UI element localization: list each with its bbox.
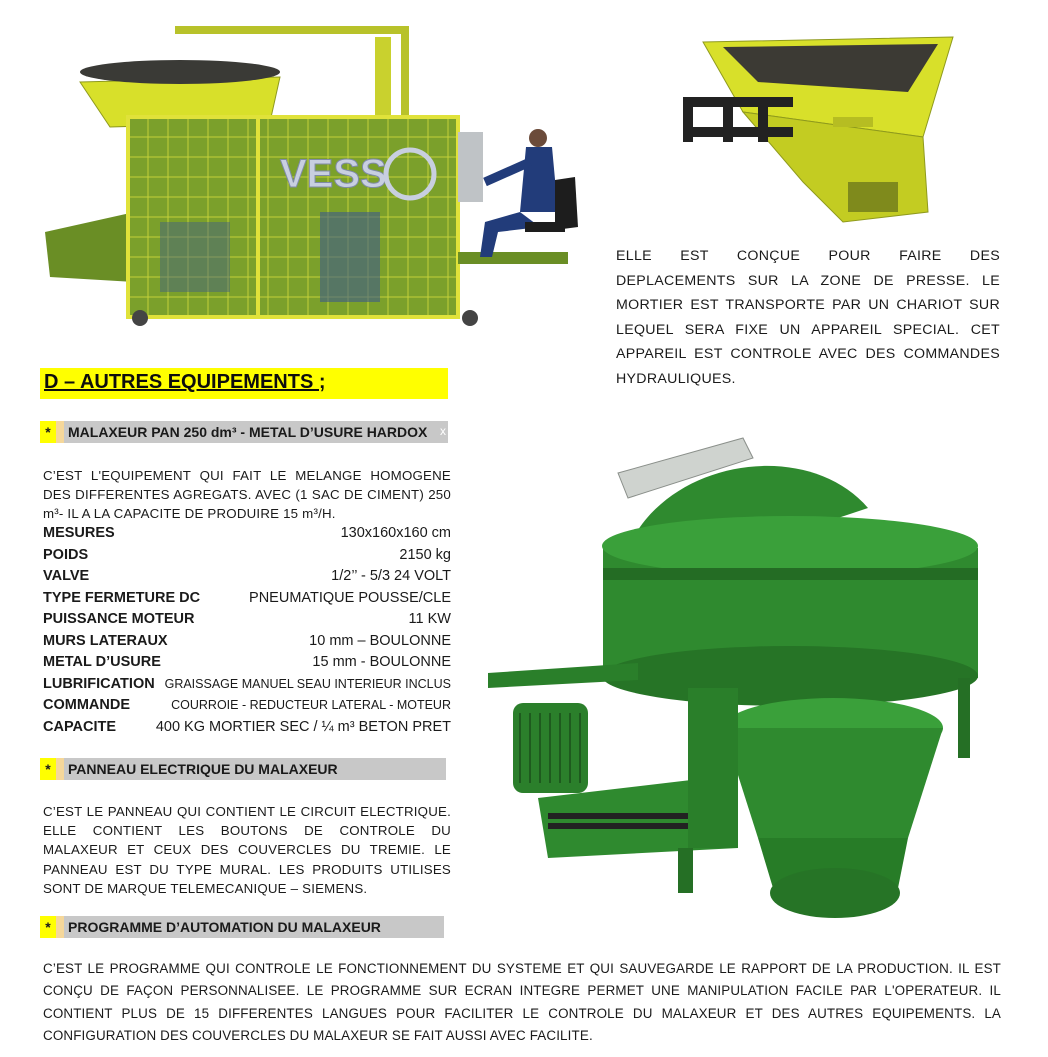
bullet-accent <box>56 421 64 443</box>
vess-logo: VESS <box>280 152 387 196</box>
star-bullet: * <box>40 916 56 938</box>
spec-value: 10 mm – BOULONNE <box>309 632 451 649</box>
spec-row <box>43 588 451 610</box>
spec-label: COMMANDE <box>43 697 130 713</box>
block-machine-image <box>40 22 585 332</box>
mortar-hopper-image <box>683 22 973 227</box>
mixer-heading-bar <box>40 421 448 443</box>
program-heading-bar <box>40 916 444 938</box>
mixer-spec-table <box>43 523 451 738</box>
spec-value: PNEUMATIQUE POUSSE/CLE <box>249 589 451 606</box>
spec-label: PUISSANCE MOTEUR <box>43 611 195 627</box>
spec-value: GRAISSAGE MANUEL SEAU INTERIEUR INCLUS <box>164 676 451 691</box>
spec-label: VALVE <box>43 568 90 584</box>
spec-value: 11 KW <box>408 611 451 627</box>
spec-row <box>43 717 451 739</box>
spec-row <box>43 695 451 717</box>
spec-row <box>43 609 451 631</box>
spec-value: 1/2’’ - 5/3 24 VOLT <box>331 568 451 584</box>
spec-label: CAPACITE <box>43 718 117 735</box>
spec-value: 130x160x160 cm <box>340 525 451 541</box>
spec-label: POIDS <box>43 546 89 563</box>
spec-row <box>43 631 451 653</box>
transport-description: ELLE EST CONÇUE POUR FAIRE DES DEPLACEMENTS SUR LA ZONE DE PRESSE. LE MORTIER EST TRANSPORTE PAR UN CHARIOT SUR LEQUEL SERA FIXE UN APPAREIL SPECIAL. CET APPAREIL EST CONTROLE AVEC DES COMMANDES HYDRAULIQUES. <box>616 248 1000 387</box>
program-description: C’EST LE PROGRAMME QUI CONTROLE LE FONCTIONNEMENT DU SYSTEME ET QUI SAUVEGARDE LE RAPPORT DE LA PRODUCTION. IL EST CONÇU DE FAÇON PERSONNALISEE. LE PROGRAMME SUR ECRAN INTEGRE PERMET UNE MANIPULATION FACILE PAR L'OPERATEUR. IL CONTIENT PLUS DE 15 DIFFERENTES LANGUES POUR FACILITER LE CONTROLE DU MALAXEUR ET DES AUTRES EQUIPEMENTS. LA CONFIGURATION DES COUVERCLES DU MALAXEUR SE FAIT AUSSI AVEC FACILITE. <box>43 961 1001 1043</box>
spec-value: COURROIE - REDUCTEUR LATERAL - MOTEUR <box>171 698 451 712</box>
mixer-description: C’EST L'EQUIPEMENT QUI FAIT LE MELANGE HOMOGENE DES DIFFERENTES AGREGATS. AVEC (1 SAC DE CIMENT) 250 m³- IL A LA CAPACITE DE PRODUIRE 15 m³/H. <box>43 468 451 522</box>
star-bullet: * <box>40 421 56 443</box>
panel-heading: PANNEAU ELECTRIQUE DU MALAXEUR <box>68 761 338 777</box>
bullet-accent <box>56 758 64 780</box>
spec-row <box>43 674 451 696</box>
heading-mark: x <box>440 424 446 438</box>
section-title-text: D – AUTRES EQUIPEMENTS ; <box>44 371 326 393</box>
program-heading: PROGRAMME D’AUTOMATION DU MALAXEUR <box>68 919 381 935</box>
spec-value: 15 mm - BOULONNE <box>312 654 451 670</box>
pan-mixer-image <box>478 418 998 928</box>
spec-value: 400 KG MORTIER SEC / ¼ m³ BETON PRET <box>155 718 451 735</box>
section-title <box>40 368 448 399</box>
bullet-accent <box>56 916 64 938</box>
spec-row <box>43 566 451 588</box>
spec-label: TYPE FERMETURE DC <box>43 589 201 606</box>
spec-row <box>43 523 451 545</box>
mixer-heading: MALAXEUR PAN 250 dm³ - METAL D’USURE HARDOX <box>68 424 428 440</box>
panel-description: C’EST LE PANNEAU QUI CONTIENT LE CIRCUIT ELECTRIQUE. ELLE CONTIENT LES BOUTONS DE CONTROLE DU MALAXEUR ET CEUX DES COUVERCLES DU TREMIE. LE PANNEAU EST DU TYPE MURAL. LES PRODUITS UTILISES SONT DE MARQUE TELEMECANIQUE – SIEMENS. <box>43 804 451 896</box>
spec-value: 2150 kg <box>399 546 451 563</box>
spec-row <box>43 652 451 674</box>
spec-label: METAL D’USURE <box>43 654 161 670</box>
star-bullet: * <box>40 758 56 780</box>
spec-label: MESURES <box>43 525 115 541</box>
spec-row <box>43 545 451 567</box>
spec-label: MURS LATERAUX <box>43 632 168 649</box>
panel-heading-bar <box>40 758 446 780</box>
spec-label: LUBRIFICATION <box>43 675 155 692</box>
